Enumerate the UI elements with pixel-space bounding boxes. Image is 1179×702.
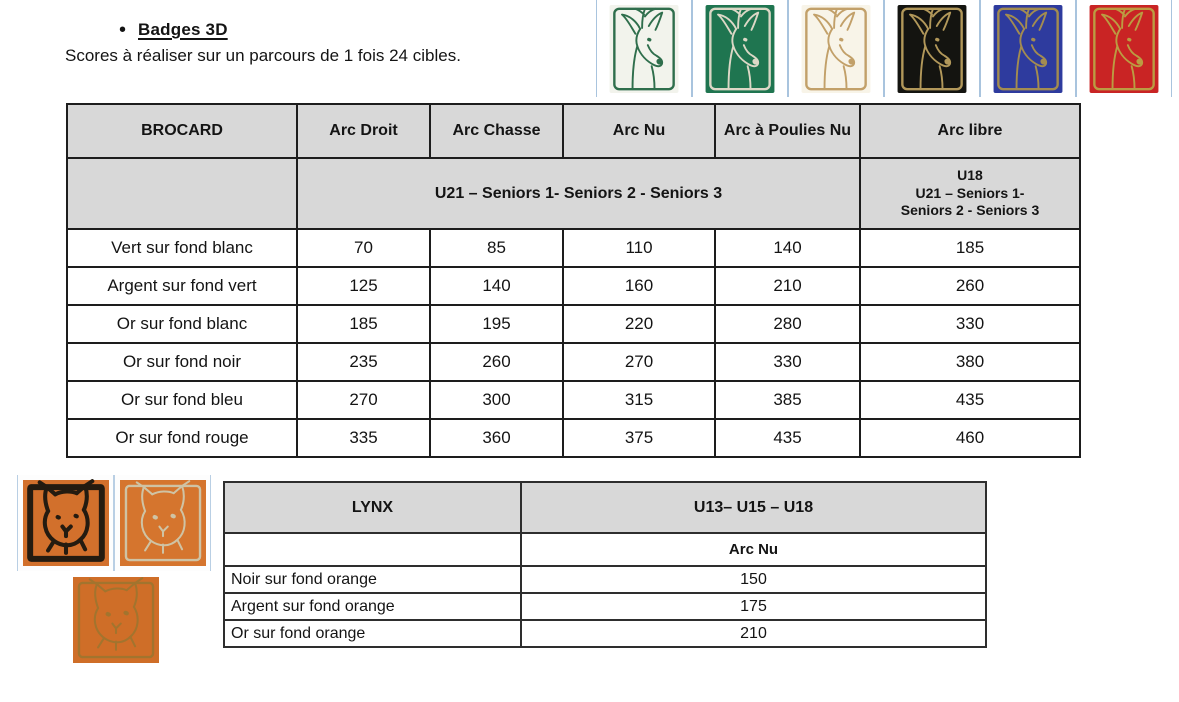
brocard-score-table xyxy=(66,103,1081,458)
column-header-arc-a-poulies-nu: Arc à Poulies Nu xyxy=(715,104,860,158)
score-cell: 385 xyxy=(715,381,860,419)
badge-tile xyxy=(692,0,788,97)
row-label: Argent sur fond vert xyxy=(67,267,297,305)
table-row xyxy=(67,158,1080,229)
empty-cell xyxy=(224,533,521,566)
badge-tile xyxy=(884,0,980,97)
roe-deer-gold-on-black-badge-icon xyxy=(895,5,969,93)
lynx-silver-on-orange-badge-icon xyxy=(120,479,206,567)
lynx-gold-on-orange-badge-icon xyxy=(72,577,160,663)
table-row xyxy=(224,482,986,533)
table-row xyxy=(67,419,1080,457)
score-cell: 315 xyxy=(563,381,715,419)
lynx-score-table xyxy=(223,481,987,648)
row-label: Or sur fond bleu xyxy=(67,381,297,419)
score-cell: 280 xyxy=(715,305,860,343)
score-cell: 270 xyxy=(563,343,715,381)
score-cell: 235 xyxy=(297,343,430,381)
score-cell: 150 xyxy=(521,566,986,593)
score-cell: 210 xyxy=(715,267,860,305)
roe-deer-gold-on-white-badge-icon xyxy=(799,5,873,93)
row-label: Vert sur fond blanc xyxy=(67,229,297,267)
row-label: Argent sur fond orange xyxy=(224,593,521,620)
roe-deer-gold-on-red-badge-icon xyxy=(1087,5,1161,93)
arc-libre-categories-line: Seniors 2 - Seniors 3 xyxy=(900,202,1040,219)
bullet-icon: • xyxy=(119,19,127,41)
badge-tile xyxy=(70,575,162,665)
score-cell: 85 xyxy=(430,229,563,267)
row-label: Or sur fond noir xyxy=(67,343,297,381)
table-row xyxy=(67,343,1080,381)
badge-tile xyxy=(1076,0,1172,97)
table-row xyxy=(224,593,986,620)
score-cell: 375 xyxy=(563,419,715,457)
score-cell: 435 xyxy=(860,381,1080,419)
table-row xyxy=(67,267,1080,305)
score-cell: 125 xyxy=(297,267,430,305)
table-title: LYNX xyxy=(224,482,521,533)
roe-deer-green-on-white-badge-icon xyxy=(607,5,681,93)
score-cell: 185 xyxy=(860,229,1080,267)
score-cell: 140 xyxy=(430,267,563,305)
column-header-arc-nu: Arc Nu xyxy=(563,104,715,158)
row-label: Or sur fond rouge xyxy=(67,419,297,457)
table-row xyxy=(224,620,986,647)
score-cell: 300 xyxy=(430,381,563,419)
categories-header: U13– U15 – U18 xyxy=(521,482,986,533)
badge-tile xyxy=(114,475,211,571)
brocard-badge-strip xyxy=(596,0,1172,97)
table-row xyxy=(224,566,986,593)
badge-tile xyxy=(17,475,114,571)
subtitle: Scores à réaliser sur un parcours de 1 fois 24 cibles. xyxy=(65,46,461,65)
score-cell: 175 xyxy=(521,593,986,620)
table-row xyxy=(224,533,986,566)
score-cell: 185 xyxy=(297,305,430,343)
roe-deer-gold-on-blue-badge-icon xyxy=(991,5,1065,93)
row-label: Noir sur fond orange xyxy=(224,566,521,593)
lynx-badge-strip xyxy=(17,475,211,571)
roe-deer-silver-on-green-badge-icon xyxy=(703,5,777,93)
badge-tile xyxy=(596,0,692,97)
arc-libre-categories-header xyxy=(860,158,1080,229)
page-title: Badges 3D xyxy=(138,20,228,39)
badge-tile xyxy=(980,0,1076,97)
score-cell: 335 xyxy=(297,419,430,457)
badge-tile xyxy=(788,0,884,97)
score-cell: 195 xyxy=(430,305,563,343)
score-cell: 360 xyxy=(430,419,563,457)
score-cell: 220 xyxy=(563,305,715,343)
column-header-arc-libre: Arc libre xyxy=(860,104,1080,158)
score-cell: 330 xyxy=(715,343,860,381)
arc-libre-categories-line: U18 xyxy=(957,167,983,184)
row-label: Or sur fond blanc xyxy=(67,305,297,343)
arc-libre-categories-line: U21 – Seniors 1- xyxy=(915,184,1025,201)
score-cell: 435 xyxy=(715,419,860,457)
categories-header: U21 – Seniors 1- Seniors 2 - Seniors 3 xyxy=(297,158,860,229)
lynx-black-on-orange-badge-icon xyxy=(23,479,109,567)
score-cell: 380 xyxy=(860,343,1080,381)
table-row xyxy=(67,381,1080,419)
section-heading xyxy=(119,20,228,40)
score-cell: 160 xyxy=(563,267,715,305)
score-cell: 260 xyxy=(860,267,1080,305)
score-cell: 270 xyxy=(297,381,430,419)
column-header-arc-chasse: Arc Chasse xyxy=(430,104,563,158)
table-row xyxy=(67,229,1080,267)
score-cell: 70 xyxy=(297,229,430,267)
score-cell: 110 xyxy=(563,229,715,267)
table-row xyxy=(67,104,1080,158)
column-header-arc-nu: Arc Nu xyxy=(521,533,986,566)
row-label: Or sur fond orange xyxy=(224,620,521,647)
score-cell: 460 xyxy=(860,419,1080,457)
score-cell: 140 xyxy=(715,229,860,267)
empty-cell xyxy=(67,158,297,229)
table-row xyxy=(67,305,1080,343)
score-cell: 260 xyxy=(430,343,563,381)
score-cell: 210 xyxy=(521,620,986,647)
score-cell: 330 xyxy=(860,305,1080,343)
column-header-arc-droit: Arc Droit xyxy=(297,104,430,158)
table-title: BROCARD xyxy=(67,104,297,158)
